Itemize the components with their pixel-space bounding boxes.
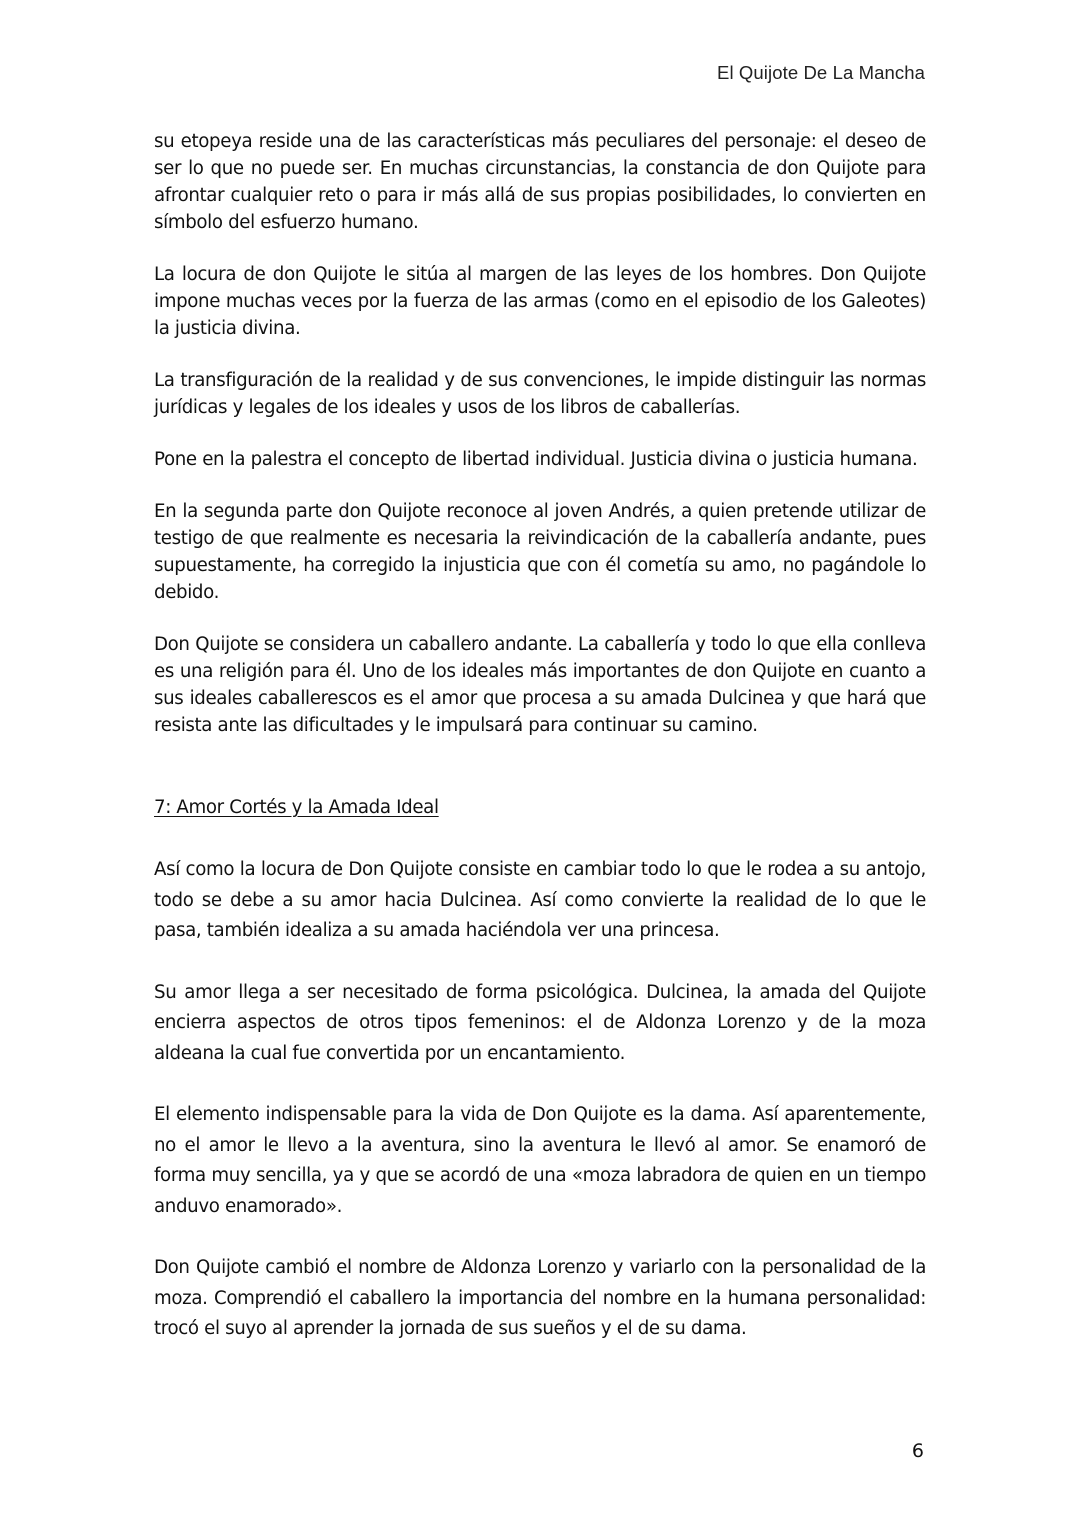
paragraph: su etopeya reside una de las características más peculiares del personaje: el deseo de ser lo que no puede ser. En muchas circunstancias, la constancia de don Quijote para afrontar cualquier reto o para ir más allá de sus propias posibilidades, lo convierten en símbolo del esfuerzo humano.: [154, 131, 926, 233]
page-number: 6: [911, 1440, 924, 1462]
paragraph: La transfiguración de la realidad y de sus convenciones, le impide distinguir las normas jurídicas y legales de los ideales y usos de los libros de caballerías.: [154, 370, 926, 418]
paragraph: Don Quijote cambió el nombre de Aldonza Lorenzo y variarlo con la personalidad de la moza. Comprendió el caballero la importancia del nombre en la humana personalidad: trocó el suyo al aprender la jornada de sus sueños y el de su dama.: [154, 1257, 926, 1339]
running-header: El Quijote De La Mancha: [717, 62, 925, 83]
paragraph: Don Quijote se considera un caballero andante. La caballería y todo lo que ella conlleva es una religión para él. Uno de los ideales más importantes de don Quijote en cuanto a sus ideales caballerescos es el amor que procesa a su amada Dulcinea y que hará que resista ante las dificultades y le impulsará para continuar su camino.: [154, 634, 926, 736]
section-heading: 7: Amor Cortés y la Amada Ideal: [154, 797, 439, 818]
paragraph: Así como la locura de Don Quijote consiste en cambiar todo lo que le rodea a su antojo, todo se debe a su amor hacia Dulcinea. Así como convierte la realidad de lo que le pasa, también idealiza a su amada haciéndola ver una princesa.: [154, 859, 926, 941]
paragraph: Pone en la palestra el concepto de libertad individual. Justicia divina o justicia humana.: [154, 449, 918, 470]
paragraph: El elemento indispensable para la vida de Don Quijote es la dama. Así aparentemente, no el amor le llevo a la aventura, sino la aventura le llevó al amor. Se enamoró de forma muy sencilla, ya y que se acordó de una «moza labradora de quien en un tiempo anduvo enamorado».: [154, 1104, 926, 1217]
paragraph: En la segunda parte don Quijote reconoce al joven Andrés, a quien pretende utilizar de testigo de que realmente es necesaria la reivindicación de la caballería andante, pues supuestamente, ha corregido la injusticia que con él cometía su amo, no pagándole lo debido.: [154, 501, 926, 603]
page-body: [154, 128, 926, 1376]
paragraph: Su amor llega a ser necesitado de forma psicológica. Dulcinea, la amada del Quijote encierra aspectos de otros tipos femeninos: el de Aldonza Lorenzo y de la moza aldeana la cual fue convertida por un encantamiento.: [154, 981, 926, 1064]
paragraph: La locura de don Quijote le sitúa al margen de las leyes de los hombres. Don Quijote impone muchas veces por la fuerza de las armas (como en el episodio de los Galeotes) la justicia divina.: [154, 264, 926, 339]
